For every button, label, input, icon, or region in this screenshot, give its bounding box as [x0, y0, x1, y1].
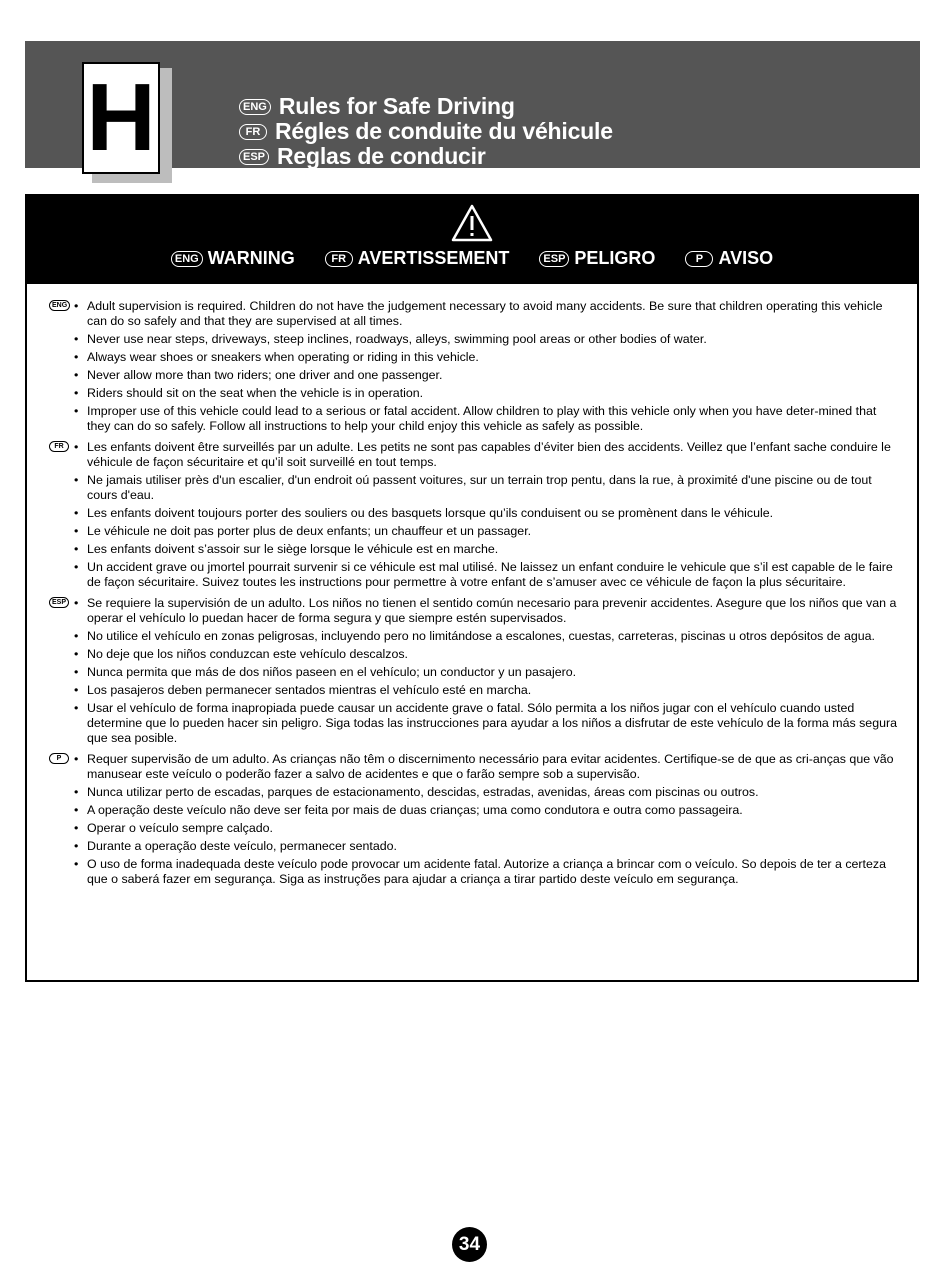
section-eng [47, 299, 897, 434]
item-text: O uso de forma inadequada deste veículo pode provocar um acidente fatal. Autorize a criança a brincar com o veículo. So depois de ter a certeza que o saberá fazer em segurança. Siga as instruções para ajudar a criança a tirar partido deste veículo em segurança. [87, 857, 886, 886]
warning-label-p [685, 248, 773, 269]
bullet: • [74, 701, 79, 715]
bullet: • [74, 857, 79, 871]
bullet: • [74, 785, 79, 799]
item-text: Ne jamais utiliser près d'un escalier, d'un endroit oú passent voitures, sur un terrain trop pentu, dans la rue, à proximité d'une piscine ou de tout cours d'eau. [87, 473, 872, 502]
section-letter: H [82, 62, 160, 174]
page-title: Rules for Safe Driving [278, 93, 515, 119]
warning-header [27, 196, 917, 284]
warning-word: WARNING [207, 248, 295, 268]
list-item [47, 332, 897, 347]
item-text: Operar o veículo sempre calçado. [87, 821, 273, 835]
bullet: • [74, 506, 79, 520]
item-text: Le véhicule ne doit pas porter plus de deux enfants; un chauffeur et un passager. [87, 524, 532, 538]
list-item [47, 473, 897, 503]
list-item [47, 821, 897, 836]
bullet: • [74, 524, 79, 538]
bullet: • [74, 542, 79, 556]
item-text: Los pasajeros deben permanecer sentados mientras el vehículo esté en marcha. [87, 683, 532, 697]
item-text: Usar el vehículo de forma inapropiada puede causar un accidente grave o fatal. Sólo permita a los niños jugar con el vehículo cuando usted determine que lo pueden hacer sin peligro. Siga todas las instrucciones para ayudar a los niños a disfrutar de este vehículo de la forma más segura que sea posible. [87, 701, 897, 745]
list-item [47, 752, 897, 782]
item-text: No utilice el vehículo en zonas peligrosas, incluyendo pero no limitándose a escalones, cuestas, carreteras, piscinas u otros depósitos de agua. [87, 629, 875, 643]
bullet: • [74, 386, 79, 400]
warning-label-esp [539, 248, 655, 269]
list-item [47, 350, 897, 365]
warning-label-eng [171, 248, 295, 269]
bullet: • [74, 404, 79, 418]
section-fr [47, 440, 897, 590]
lang-badge-fr: FR [325, 251, 353, 267]
lang-badge-eng: ENG [239, 99, 271, 115]
item-text: Never use near steps, driveways, steep inclines, roadways, alleys, swimming pool areas or other bodies of water. [87, 332, 707, 346]
list-item [47, 647, 897, 662]
list-item [47, 803, 897, 818]
header-band [25, 41, 920, 194]
lang-badge-esp: ESP [49, 597, 69, 608]
bullet: • [74, 368, 79, 382]
list-item [47, 506, 897, 521]
item-text: Improper use of this vehicle could lead to a serious or fatal accident. Allow children to play with this vehicle only when you have deter-mined that they can do so safely. Follow all instructions to help your child enjoy this vehicle as safely as possible. [87, 404, 877, 433]
lang-badge-eng: ENG [49, 300, 70, 311]
bullet: • [74, 665, 79, 679]
lang-badge-esp: ESP [239, 149, 269, 165]
item-text: Adult supervision is required. Children do not have the judgement necessary to avoid many accidents. Be sure that children operating this vehicle can do so safely and that they are supervised at all times. [87, 299, 883, 328]
bullet: • [74, 596, 79, 610]
item-text: Se requiere la supervisión de un adulto. Los niños no tienen el sentido común necesario para prevenir accidentes. Asegure que los niños que van a operar el vehículo lo puedan hacer de forma segura y que siempre estén supervisados. [87, 596, 897, 625]
item-text: Un accident grave ou jmortel pourrait survenir si ce véhicule est mal utilisé. Ne laissez un enfant conduire le vehicule que s’il est capable de le faire de façon sécuritaire. Suivez toutes les instructions pour permettre à votre enfant de s’amuser avec ce véhicule de façon la plus sécuritaire. [87, 560, 893, 589]
list-item [47, 440, 897, 470]
item-text: Durante a operação deste veículo, permanecer sentado. [87, 839, 397, 853]
list-item [47, 596, 897, 626]
item-text: Always wear shoes or sneakers when operating or riding in this vehicle. [87, 350, 479, 364]
lang-badge-fr: FR [239, 124, 267, 140]
list-item [47, 368, 897, 383]
warning-box [25, 194, 919, 982]
lang-badge-esp: ESP [539, 251, 569, 267]
title-line-fr [239, 119, 750, 144]
list-item [47, 386, 897, 401]
lang-badge-p: P [49, 753, 69, 764]
bullet: • [74, 332, 79, 346]
list-item [47, 665, 897, 680]
lang-badge-p: P [685, 251, 713, 267]
lang-badge-p: P [239, 174, 267, 190]
warning-label-fr [325, 248, 510, 269]
list-item [47, 560, 897, 590]
title-line-eng [239, 94, 750, 119]
bullet: • [74, 803, 79, 817]
lang-badge-eng: ENG [171, 251, 203, 267]
lang-badge-fr: FR [49, 441, 69, 452]
list-item [47, 542, 897, 557]
bullet: • [74, 683, 79, 697]
title-list [239, 94, 750, 194]
warning-triangle-icon [451, 204, 493, 242]
item-text: Riders should sit on the seat when the vehicle is in operation. [87, 386, 424, 400]
page-title-fr: Régles de conduite du véhicule [275, 118, 613, 144]
list-item [47, 524, 897, 539]
bullet: • [74, 629, 79, 643]
bullet: • [74, 821, 79, 835]
warning-labels [27, 248, 917, 269]
item-text: No deje que los niños conduzcan este vehículo descalzos. [87, 647, 408, 661]
bullet: • [74, 839, 79, 853]
page-number: 34 [452, 1227, 487, 1262]
item-text: Nunca permita que más de dos niños paseen en el vehículo; un conductor y un pasajero. [87, 665, 577, 679]
page-title-esp: Reglas de conducir [277, 143, 486, 169]
item-text: Les enfants doivent toujours porter des souliers ou des basquets lorsque qu’ils conduisent ou se promènent dans le véhicule. [87, 506, 774, 520]
list-item [47, 629, 897, 644]
item-text: Never allow more than two riders; one driver and one passenger. [87, 368, 443, 382]
bullet: • [74, 350, 79, 364]
bullet: • [74, 752, 79, 766]
list-item [47, 857, 897, 887]
warning-word-fr: AVERTISSEMENT [357, 248, 510, 268]
title-line-esp [239, 144, 750, 169]
page-title-p: Regras Básicas para uma Condução Segura [275, 168, 751, 194]
item-text: A operação deste veículo não deve ser feita por mais de duas crianças; uma como condutora e outra como passageira. [87, 803, 743, 817]
item-text: Requer supervisão de um adulto. As crianças não têm o discernimento necessário para evitar acidentes. Certifique-se de que as cri-anças que vão manusear este veículo o poderão fazer a salvo de acidentes e que o farão sempre sob a supervisão. [87, 752, 894, 781]
warning-word-esp: PELIGRO [574, 248, 656, 268]
list-item [47, 701, 897, 746]
list-item [47, 785, 897, 800]
list-item [47, 404, 897, 434]
item-text: Les enfants doivent être surveillés par un adulte. Les petits ne sont pas capables d’éviter bien des accidents. Veillez que l’enfant sache conduire le véhicule de façon sécuritaire et qu’il soit surveillé en tout temps. [87, 440, 891, 469]
section-esp [47, 596, 897, 746]
item-text: Les enfants doivent s’assoir sur le siège lorsque le véhicule est en marche. [87, 542, 499, 556]
bullet: • [74, 473, 79, 487]
list-item [47, 683, 897, 698]
list-item [47, 299, 897, 329]
bullet: • [74, 560, 79, 574]
item-text: Nunca utilizar perto de escadas, parques de estacionamento, descidas, estradas, avenidas, áreas com piscinas ou outros. [87, 785, 759, 799]
bullet: • [74, 647, 79, 661]
section-p [47, 752, 897, 887]
bullet: • [74, 299, 79, 313]
bullet: • [74, 440, 79, 454]
title-line-p [239, 169, 750, 194]
list-item [47, 839, 897, 854]
warning-content [47, 299, 897, 893]
warning-word-p: AVISO [718, 248, 774, 268]
